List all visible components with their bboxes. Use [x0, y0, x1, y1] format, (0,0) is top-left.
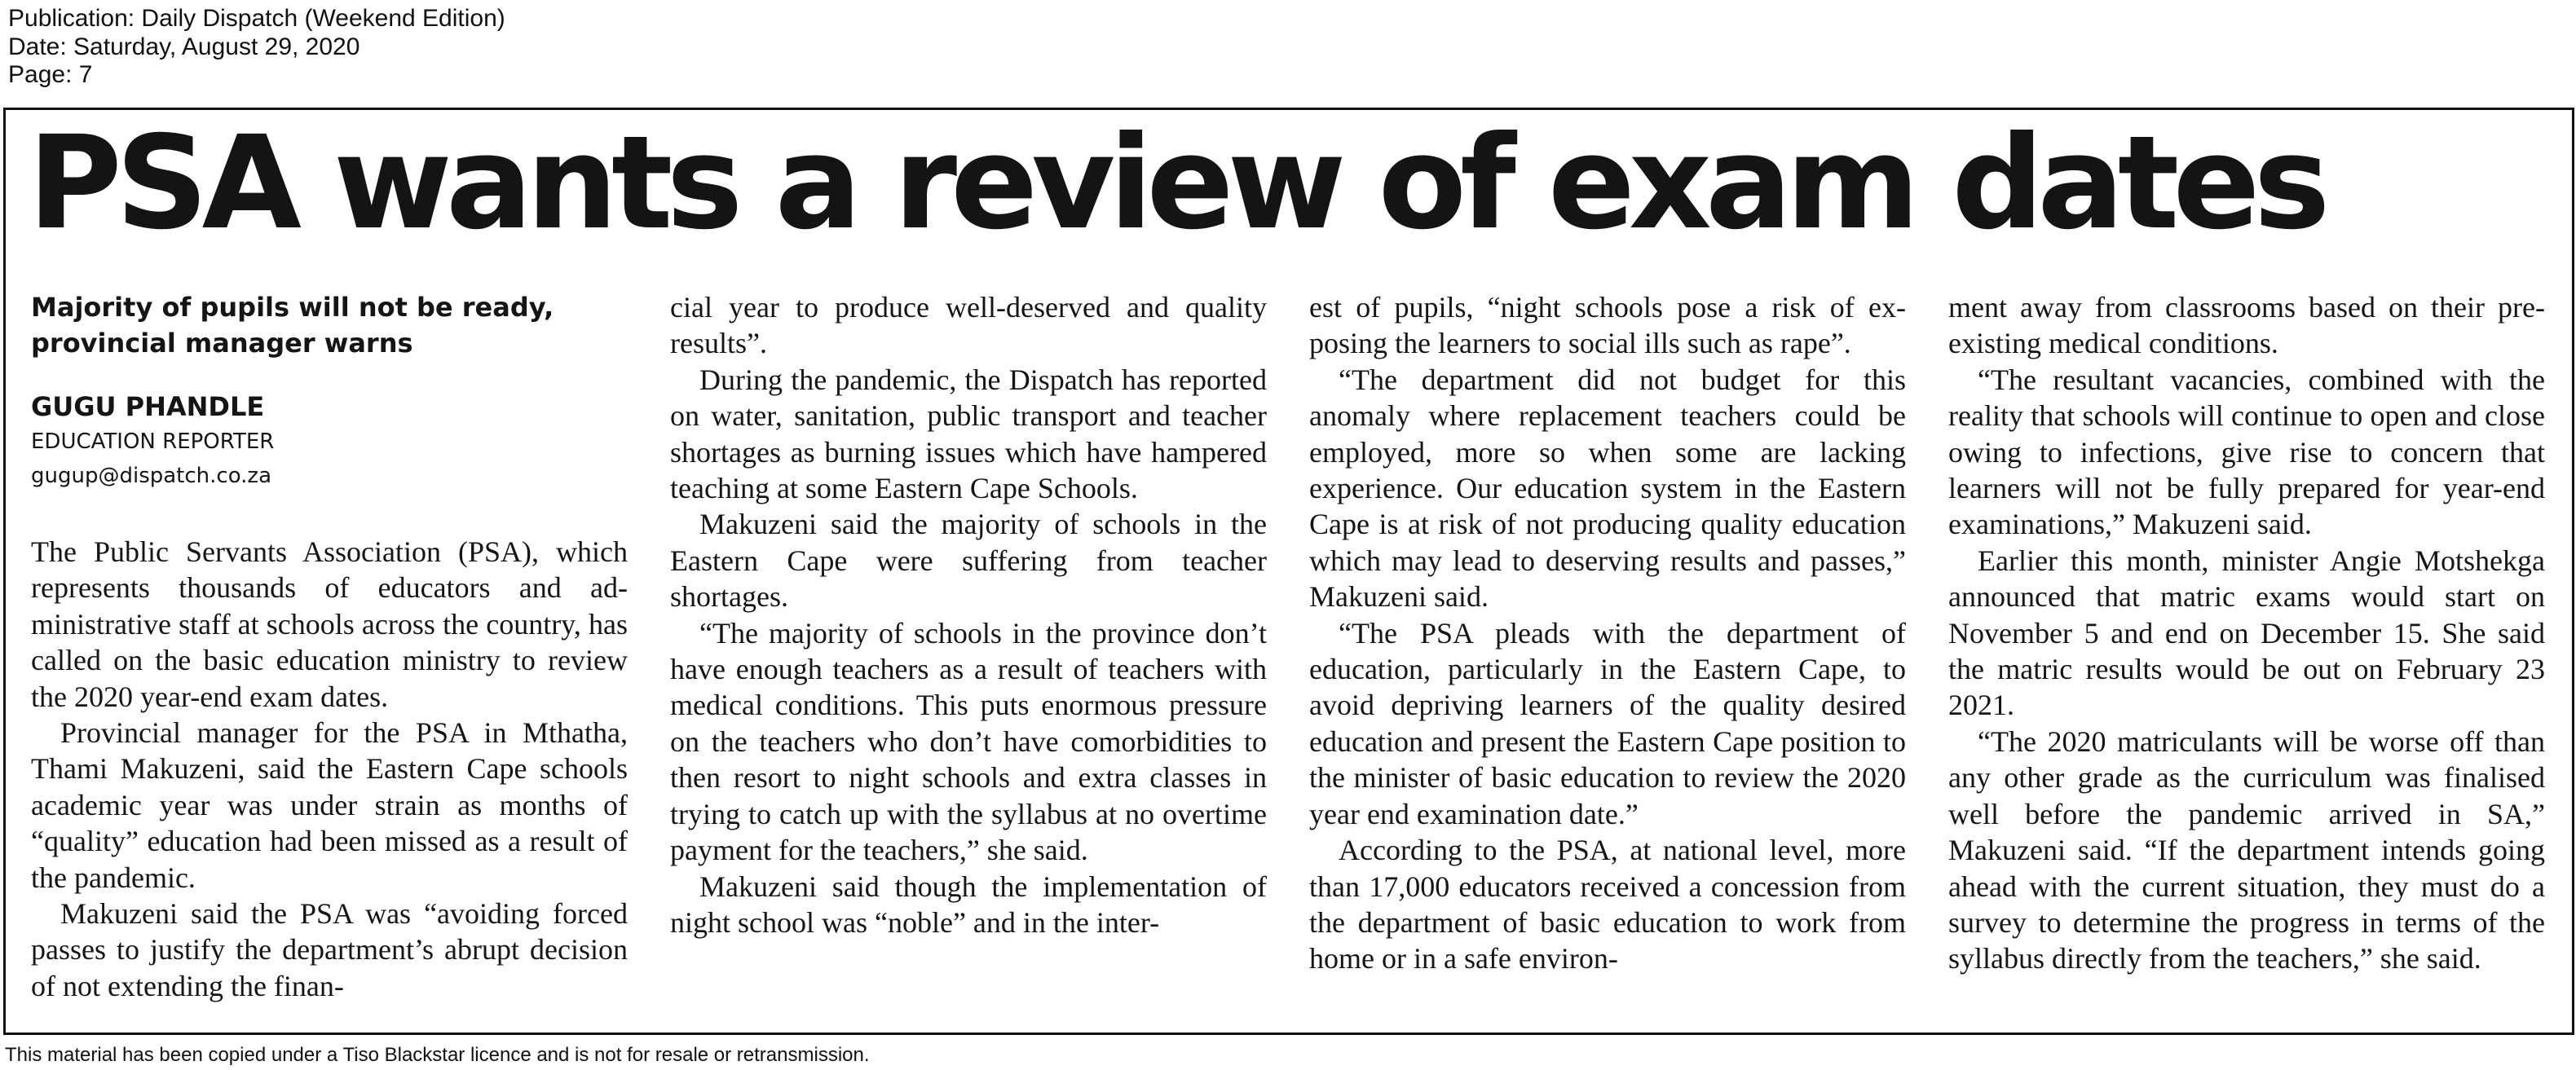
licence-notice: This material has been copied under a Tiso Blackstar licence and is not for resale or retransmission. — [5, 1044, 870, 1066]
headline: PSA wants a review of exam dates — [28, 108, 2324, 258]
paragraph-8: “The department did not budget for this anomaly where replacement teachers could be employed, more so when some are lacking experience. Our education system in the Eastern Cape is at risk of not producing quality education which may lead to deserving results and passes,” Makuzeni said. — [1309, 363, 1906, 614]
byline-email: gugup@dispatch.co.za — [31, 464, 272, 488]
article-column-3 — [1309, 289, 1906, 977]
article-column-1 — [31, 289, 628, 1004]
paragraph-5: Makuzeni said the majority of schools in the Eastern Cape were suffering from teacher shortages. — [670, 508, 1267, 614]
paragraph-12: Earlier this month, minister Angie Motshekga announced that matric exams would start on November 5 and end on December 15. She said the matric results would be out on February 23 2021. — [1948, 544, 2545, 722]
byline-role: EDUCATION REPORTER — [31, 429, 275, 454]
paragraph-4: During the pandemic, the Dispatch has reported on water, sanitation, public transport and teacher shortages as burning issues which have hampered teaching at some Eastern Cape Schools. — [670, 363, 1267, 505]
paragraph-11: “The resultant vacancies, combined with the reality that schools will continue to open and close owing to infections, give rise to concern that learners will not be fully prepared for year-end examinations,” Makuzeni said. — [1948, 363, 2545, 541]
paragraph-10-start: According to the PSA, at national level, more than 17,000 educators received a concession from the department of basic education to work from home or in a safe environ- — [1309, 834, 1906, 975]
article-column-2 — [670, 289, 1267, 940]
paragraph-3-start: Makuzeni said the PSA was “avoiding forced passes to justify the department’s abrupt decision of not extending the finan- — [31, 897, 628, 1002]
paragraph-13: “The 2020 matriculants will be worse off than any other grade as the curriculum was finalised well before the pandemic arrived in SA,” Makuzeni said. “If the department intends going ahead with the current situation, they must do a survey to determine the progress in terms of the syllabus directly from the teachers,” she said. — [1948, 724, 2545, 975]
subheadline: Majority of pupils will not be ready, provincial manager warns — [31, 292, 554, 359]
publication-date: Date: Saturday, August 29, 2020 — [8, 33, 360, 60]
page-number: Page: 7 — [8, 61, 93, 89]
paragraph-6: “The majority of schools in the province don’t have enough teachers as a result of teachers with medical conditions. This puts enormous pressure on the teachers who don’t have comorbidities to then resort to night schools and extra classes in trying to catch up with the syllabus at no overtime payment for the teachers,” she said. — [670, 616, 1267, 867]
publication-meta — [8, 5, 505, 90]
paragraph-2: Provincial manager for the PSA in Mthatha, Thami Makuzeni, said the Eastern Cape schools academic year was under strain as months of “quality” education had been missed as a result of the pandemic. — [31, 716, 628, 894]
paragraph-7-start: Makuzeni said though the implementation of night school was “noble” and in the inter- — [670, 870, 1267, 939]
byline-author: GUGU PHANDLE — [31, 391, 265, 422]
paragraph-7-end: est of pupils, “night schools pose a risk of exposing the learners to social ills such as rape”. — [1309, 291, 1906, 360]
publication-name: Publication: Daily Dispatch (Weekend Edition) — [8, 5, 505, 32]
paragraph-10-end: ment away from classrooms based on their pre-existing medical conditions. — [1948, 291, 2545, 360]
article-column-4 — [1948, 289, 2545, 977]
paragraph-9: “The PSA pleads with the department of education, particularly in the Eastern Cape, to avoid depriving learners of the quality desired education and present the Eastern Cape position to the minister of basic education to review the 2020 year end examination date.” — [1309, 616, 1906, 830]
paragraph-3-end: cial year to produce well-deserved and quality results”. — [670, 291, 1267, 360]
paragraph-1: The Public Servants Association (PSA), which represents thousands of educators and administrative staff at schools across the country, has called on the basic education ministry to review the 2020 year-end exam dates. — [31, 535, 628, 713]
